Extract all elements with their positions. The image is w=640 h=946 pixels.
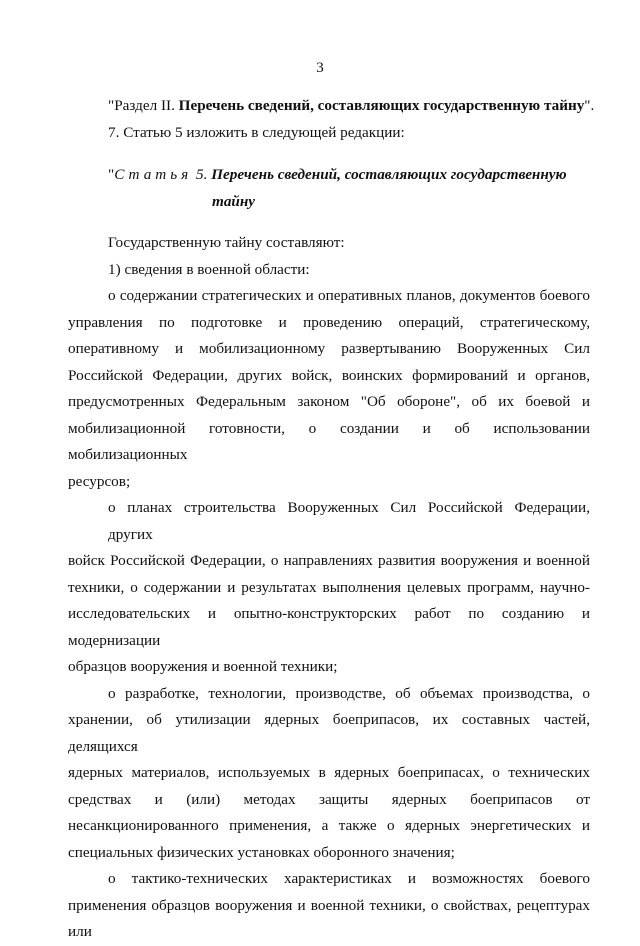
intro-line: Государственную тайну составляют: — [108, 234, 345, 251]
paragraph-line: средствах и (или) методах защиты ядерных боеприпасов от — [68, 790, 590, 808]
section-suffix: ". — [584, 97, 595, 114]
section-prefix: "Раздел II. — [108, 97, 179, 114]
paragraph-line: образцов вооружения и военной техники; — [68, 658, 338, 675]
page-number: 3 — [316, 60, 324, 76]
paragraph-line: войск Российской Федерации, о направлениях развития вооружения и военной — [68, 552, 590, 569]
item-1-heading: 1) сведения в военной области: — [108, 260, 310, 278]
paragraph-line: управления по подготовке и проведению операций, стратегическому, — [68, 313, 590, 331]
paragraph-line: мобилизационной готовности, о создании и об использовании мобилизационных — [68, 419, 590, 463]
article-number: 5. — [192, 166, 212, 183]
paragraph-line: ресурсов; — [68, 472, 131, 490]
paragraph-line: о планах строительства Вооруженных Сил Российской Федерации, других — [108, 499, 590, 543]
article-title-line1: Перечень сведений, составляющих государственную — [211, 166, 567, 183]
paragraph-line: техники, о содержании и результатах выполнения целевых программ, научно- — [68, 578, 590, 596]
paragraph-construction-plans — [68, 495, 590, 681]
section-title: Перечень сведений, составляющих государственную тайну — [178, 97, 585, 114]
article-heading-line2 — [68, 189, 590, 216]
paragraph-line: оперативному и мобилизационному развертыванию Вооруженных Сил — [68, 340, 590, 357]
article-word: Статья — [114, 166, 193, 183]
amendment-item-7: 7. Статью 5 изложить в следующей редакции: — [108, 123, 405, 141]
paragraph-line: о содержании стратегических и оперативных планов, документов боевого — [108, 287, 590, 304]
paragraph-line: несанкционированного применения, а также о ядерных энергетических и — [68, 817, 590, 834]
article-title-line2: тайну — [212, 192, 256, 210]
paragraph-line: предусмотренных Федеральным законом "Об обороне", об их боевой и — [68, 393, 590, 410]
paragraph-line: применения образцов вооружения и военной техники, о свойствах, рецептурах или — [68, 896, 590, 940]
document-body — [68, 93, 595, 946]
paragraph-line: о разработке, технологии, производстве, об объемах производства, о — [108, 684, 590, 702]
paragraph-line: хранении, об утилизации ядерных боеприпасов, их составных частей, делящихся — [68, 711, 590, 755]
paragraph-nuclear — [68, 681, 590, 867]
section-title-line — [68, 93, 595, 120]
paragraph-line: о тактико-технических характеристиках и возможностях боевого — [108, 870, 590, 887]
article-heading — [68, 162, 590, 189]
paragraph-military-plans — [68, 283, 590, 495]
article-open-quote: " — [108, 166, 115, 183]
paragraph-line: Российской Федерации, других войск, воинских формирований и органов, — [68, 366, 590, 384]
paragraph-line: специальных физических установках оборонного значения; — [68, 843, 455, 861]
paragraph-line: исследовательских и опытно-конструкторских работ по созданию и модернизации — [68, 605, 590, 649]
paragraph-tactical — [68, 866, 590, 946]
paragraph-line: ядерных материалов, используемых в ядерных боеприпасах, о технических — [68, 764, 590, 781]
